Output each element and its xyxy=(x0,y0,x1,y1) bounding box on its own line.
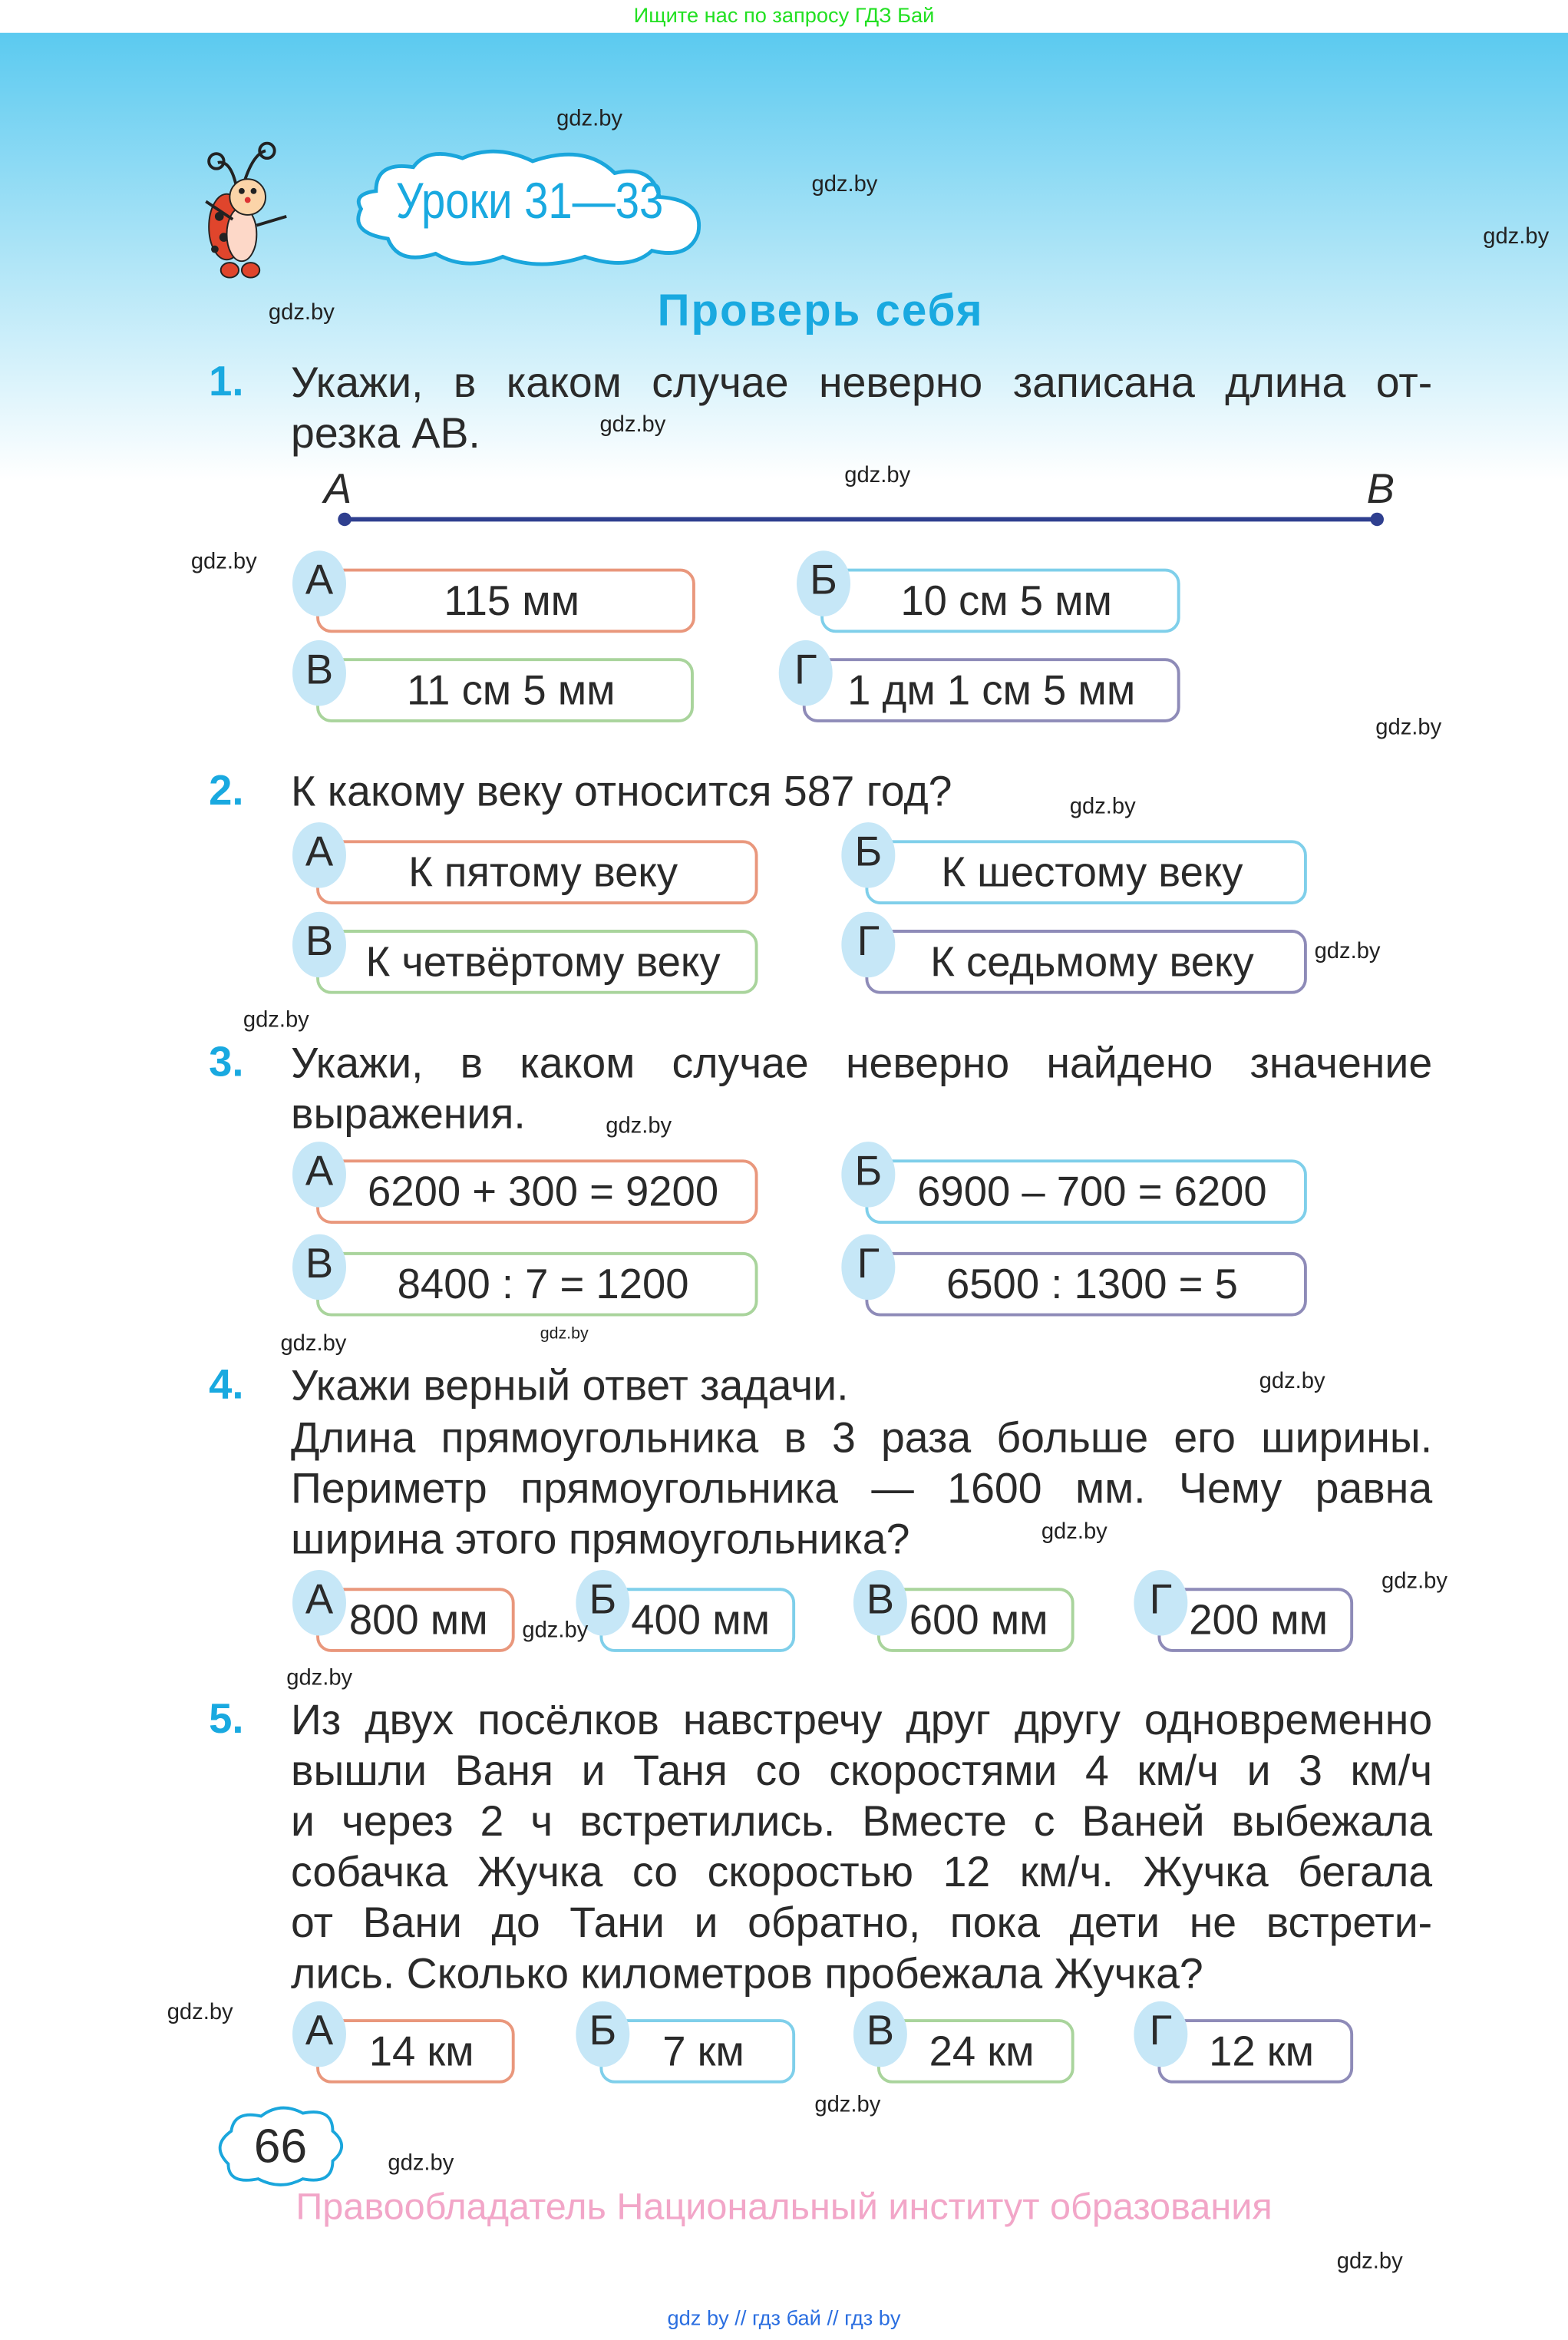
option-g[interactable] xyxy=(857,917,1306,994)
option-text: 600 мм xyxy=(909,1596,1048,1644)
page-number-cloud xyxy=(213,2104,348,2188)
question-number: 2. xyxy=(209,767,244,814)
watermark: gdz.by xyxy=(522,1618,589,1644)
option-b[interactable] xyxy=(810,557,1180,633)
option-letter: Б xyxy=(576,1570,629,1636)
option-b[interactable] xyxy=(589,2007,795,2084)
option-letter: В xyxy=(292,640,346,706)
option-letter: А xyxy=(292,550,346,616)
option-text: 14 км xyxy=(368,2028,474,2075)
option-g[interactable] xyxy=(1149,2007,1353,2084)
question-text: и через 2 ч встретились. Вместе с Ваней выбежала xyxy=(291,1798,1433,1846)
option-v[interactable] xyxy=(305,646,694,722)
question-text: ширина этого прямоугольника? xyxy=(291,1516,910,1565)
watermark: gdz.by xyxy=(540,1325,589,1344)
option-g[interactable] xyxy=(794,646,1180,722)
option-b[interactable] xyxy=(589,1575,795,1652)
question-text: К какому веку относится 587 год? xyxy=(291,768,952,817)
option-b[interactable] xyxy=(854,1147,1306,1224)
option-text: 200 мм xyxy=(1189,1596,1329,1644)
question-text: Из двух посёлков навстречу друг другу одновременно xyxy=(291,1697,1433,1745)
watermark: gdz.by xyxy=(1336,2249,1403,2275)
option-text: 7 км xyxy=(662,2028,744,2075)
question-text: выражения. xyxy=(291,1090,526,1139)
option-text: К пятому веку xyxy=(408,849,678,896)
option-letter: Г xyxy=(779,640,833,706)
watermark: gdz.by xyxy=(556,106,623,132)
watermark: gdz.by xyxy=(388,2150,454,2176)
watermark: gdz.by xyxy=(599,411,666,438)
top-note[interactable]: Ищите нас по запросу ГДЗ Бай xyxy=(633,2,935,27)
watermark: gdz.by xyxy=(1314,938,1381,964)
question-number: 5. xyxy=(209,1695,244,1742)
option-a[interactable] xyxy=(305,1147,758,1224)
option-text: К четвёртому веку xyxy=(365,938,721,985)
option-g[interactable] xyxy=(857,1240,1306,1317)
option-v[interactable] xyxy=(866,1575,1074,1652)
watermark: gdz.by xyxy=(167,1999,233,2025)
option-text: 8400 : 7 = 1200 xyxy=(397,1261,689,1307)
option-letter: В xyxy=(292,912,346,978)
watermark: gdz.by xyxy=(1375,715,1442,741)
section-heading: Проверь себя xyxy=(657,286,984,336)
option-letter: В xyxy=(853,1570,907,1636)
option-text: 12 км xyxy=(1209,2028,1315,2075)
option-text: К шестому веку xyxy=(941,849,1243,896)
option-a[interactable] xyxy=(305,828,758,904)
segment-ab xyxy=(335,507,1388,531)
question-text: собачка Жучка со скоростью 12 км/ч. Жучка бегала xyxy=(291,1849,1433,1897)
option-a[interactable] xyxy=(305,557,695,633)
copyright-note: Правообладатель Национальный институт образования xyxy=(295,2186,1273,2229)
point-b-label: B xyxy=(1366,465,1395,512)
option-letter: А xyxy=(292,1570,346,1636)
option-v[interactable] xyxy=(305,917,758,994)
footer-links[interactable]: gdz by // гдз бай // гдз by xyxy=(667,2305,901,2330)
watermark: gdz.by xyxy=(268,299,335,326)
option-text: 6500 : 1300 = 5 xyxy=(946,1261,1238,1307)
option-text: 6900 – 700 = 6200 xyxy=(917,1168,1267,1215)
watermark: gdz.by xyxy=(814,2092,881,2118)
option-text: 11 см 5 мм xyxy=(406,666,616,714)
lesson-title: Уроки 31—33 xyxy=(395,173,664,230)
option-g[interactable] xyxy=(1149,1575,1353,1652)
question-text: лись. Сколько километров пробежала Жучка? xyxy=(291,1950,1203,1998)
watermark: gdz.by xyxy=(243,1007,309,1033)
option-v[interactable] xyxy=(866,2007,1074,2084)
question-text: Укажи, в каком случае неверно записана длина от- xyxy=(291,359,1433,408)
option-letter: Б xyxy=(841,1142,895,1208)
option-v[interactable] xyxy=(305,1240,758,1317)
option-a[interactable] xyxy=(305,1575,515,1652)
option-letter: В xyxy=(853,2001,907,2067)
page-number: 66 xyxy=(253,2119,308,2173)
question-text: Периметр прямоугольника — 1600 мм. Чему равна xyxy=(291,1465,1433,1514)
question-number: 4. xyxy=(209,1360,244,1408)
option-letter: Б xyxy=(576,2001,629,2067)
watermark: gdz.by xyxy=(280,1330,347,1357)
option-letter: Г xyxy=(1134,2001,1187,2067)
option-letter: Б xyxy=(797,550,850,616)
option-a[interactable] xyxy=(305,2007,515,2084)
watermark: gdz.by xyxy=(190,549,257,575)
option-text: 800 мм xyxy=(348,1596,488,1644)
option-letter: Г xyxy=(841,1234,895,1301)
lesson-title-cloud xyxy=(346,147,713,269)
question-number: 3. xyxy=(209,1038,244,1086)
watermark: gdz.by xyxy=(286,1665,353,1691)
question-text: Длина прямоугольника в 3 раза больше его ширины. xyxy=(291,1414,1433,1463)
option-text: 6200 + 300 = 9200 xyxy=(368,1168,719,1215)
question-number: 1. xyxy=(209,358,244,405)
watermark: gdz.by xyxy=(811,171,878,197)
watermark: gdz.by xyxy=(1041,1519,1108,1545)
option-letter: А xyxy=(292,1142,346,1208)
option-b[interactable] xyxy=(854,828,1306,904)
watermark: gdz.by xyxy=(1483,223,1550,250)
option-letter: В xyxy=(292,1234,346,1301)
watermark: gdz.by xyxy=(606,1113,672,1139)
option-text: 115 мм xyxy=(444,577,580,624)
question-text: резка AB. xyxy=(291,410,480,458)
option-letter: Г xyxy=(841,912,895,978)
question-text: Укажи верный ответ задачи. xyxy=(291,1362,849,1410)
watermark: gdz.by xyxy=(1381,1568,1448,1595)
option-text: К седьмому веку xyxy=(930,938,1254,985)
question-text: вышли Ваня и Таня со скоростями 4 км/ч и 3 км/ч xyxy=(291,1747,1433,1796)
option-letter: А xyxy=(292,822,346,888)
option-text: 10 см 5 мм xyxy=(900,577,1112,624)
watermark: gdz.by xyxy=(1069,794,1136,820)
option-letter: Г xyxy=(1134,1570,1187,1636)
option-text: 24 км xyxy=(929,2028,1035,2075)
watermark: gdz.by xyxy=(1259,1368,1325,1394)
watermark: gdz.by xyxy=(844,462,911,488)
question-text: от Вани до Тани и обратно, пока дети не встрети- xyxy=(291,1899,1433,1948)
question-text: Укажи, в каком случае неверно найдено значение xyxy=(291,1039,1433,1089)
option-letter: Б xyxy=(841,822,895,888)
option-letter: А xyxy=(292,2001,346,2067)
ladybug-icon xyxy=(191,142,299,279)
option-text: 1 дм 1 см 5 мм xyxy=(847,666,1136,714)
point-a-label: A xyxy=(323,465,352,512)
option-text: 400 мм xyxy=(631,1596,771,1644)
